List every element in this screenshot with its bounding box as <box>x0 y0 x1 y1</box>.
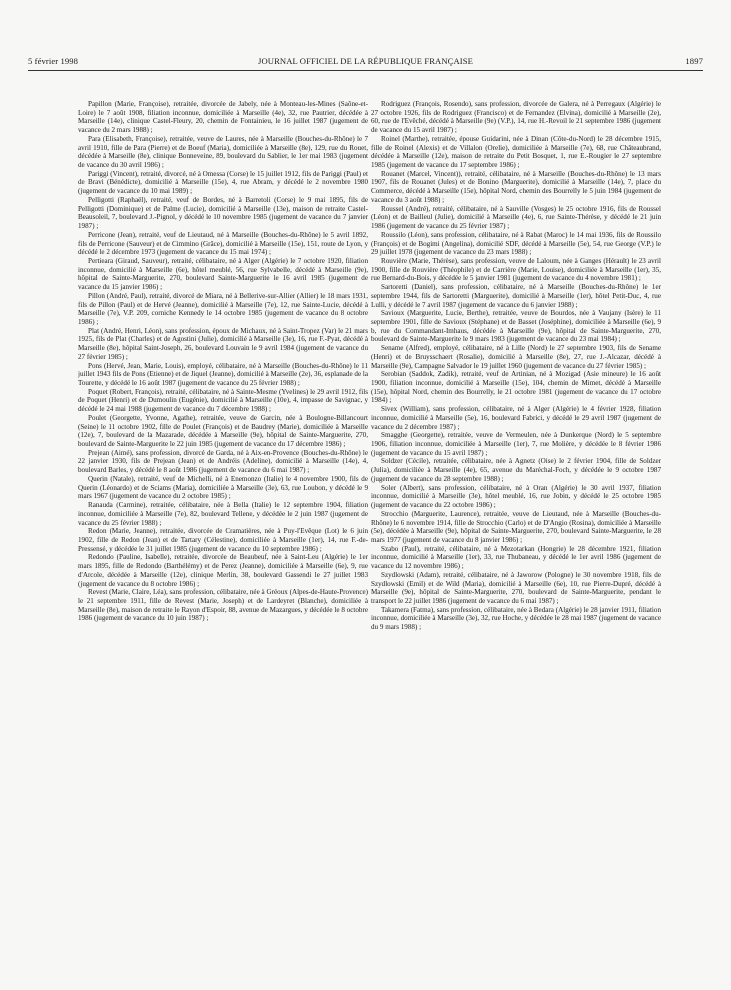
notice-entry: Redon (Marie, Jeanne), retraitée, divorcée de Cramatières, née à Puy-l'Evêque (Lot) le 6 juin 1902, fille de Redon (Jean) et de Tartary (Célestine), domiciliée à Marseille (1er), 14, rue F.-de-Pressensé, y décédée le 31 juillet 1985 (jugement de vacance du 10 septembre 1986) ; <box>78 527 368 553</box>
notice-entry: Revest (Marie, Claire, Léa), sans profession, célibataire, née à Gréoux (Alpes-de-Haute-Provence) le 21 septembre 1911, fille de Revest (Marie, Joseph) et de Lardeyret (Blanche), domiciliée à Marseille (8e), maison de retraite le Rayon d'Espoir, 88, avenue de Mazargues, y décédée le 8 octobre 1986 (jugement de vacance du 10 juin 1987) ; <box>78 588 368 623</box>
left-column <box>78 100 368 985</box>
header-rule <box>28 70 703 71</box>
notice-entry: Soler (Albert), sans profession, célibataire, né à Oran (Algérie) le 30 avril 1937, filiation inconnue, domicilié à Marseille (3e), hôtel meublé, 16, rue Jobin, y décédé le 25 octobre 1985 (jugement de vacance du 22 octobre 1986) ; <box>371 483 661 510</box>
notice-entry: Pons (Hervé, Jean, Marie, Louis), employé, célibataire, né à Marseille (Bouches-du-Rhône) le 11 juillet 1943 fils de Pons (Etienne) et de Jiquel (Jeanne), domicilié à Marseille (2e), 36, esplanade de la Tourette, y décédé le 16 août 1987 (jugement de vacance du 25 février 1988) ; <box>78 361 368 387</box>
notice-entry: Rodriguez (François, Rosendo), sans profession, divorcée de Galera, né à Perregaux (Algérie) le 27 octobre 1926, fils de Rodriguez (Francisco) et de Fernandez (Elvina), domicilié à Marseille (2e), 60, rue de l'Evêché, décédé à Marseille (9e) (V.P.), 14, rue H.-Revoil le 21 septembre 1986 (jugement de vacance du 15 avril 1987) ; <box>371 100 661 135</box>
notice-entry: Querin (Natale), retraité, veuf de Michelli, né à Enemonzo (Italie) le 4 novembre 1900, fils de Querin (Léonardo) et de Sciams (Maria), domiciliée à Marseille (3e), 63, rue Loubon, y décédé le 9 mars 1967 (jugement de vacance du 2 octobre 1985) ; <box>78 474 368 501</box>
notice-entry: Poulet (Georgette, Yvonne, Agathe), retraitée, veuve de Garcin, née à Boulogne-Billancourt (Seine) le 11 octobre 1902, fille de Poulet (François) et de Baudrey (Marie), domiciliée à Marseille (12e), 7, boulevard de la Mazarade, décédée à Marseille (9e), hôpital de Sainte-Marguerite, 270, boulevard de Sainte-Marguerite le 22 juin 1985 (jugement de vacance du 17 décembre 1986) ; <box>78 413 368 449</box>
notice-entry: Savioux (Marguerite, Lucie, Berthe), retraitée, veuve de Bourdos, née à Vaujany (Isère) le 11 septembre 1901, fille de Savioux (Stéphane) et de Basset (Joséphine), domiciliée à Marseille (6e), 9 b, rue du Commandant-Imhaus, décédée à Marseille (9e), hôpital de Sainte-Marguerite, 270, boulevard de Sainte-Marguerite le 9 mars 1983 (jugement de vacance du 23 mai 1984) ; <box>371 309 661 344</box>
notice-entry: Smagghe (Georgette), retraitée, veuve de Vermeulen, née à Dunkerque (Nord) le 5 septembre 1906, filiation inconnue, domiciliée à Marseille (1er), 7, rue Molière, y décédée le 8 février 1986 (jugement de vacance du 15 avril 1987) ; <box>371 431 661 457</box>
notice-entry: Roussel (André), retraité, célibataire, né à Sauville (Vosges) le 25 octobre 1916, fils de Roussel (Léon) et de Bailleul (Julie), domicilié à Marseille (4e), 6, rue Sainte-Thérèse, y décédé le 21 juin 1986 (jugement de vacance du 25 février 1987) ; <box>371 204 661 231</box>
notice-entry: Pertieara (Giraud, Sauveur), retraité, célibataire, né à Alger (Algérie) le 7 octobre 1920, filiation inconnue, domicilié à Marseille (6e), hôtel meublé, 56, rue Sylvabelle, décédé à Marseille (9e), hôpital de Sainte-Marguerite, 270, boulevard Sainte-Marguerite le 16 avril 1985 (jugement de vacance du 15 janvier 1986) ; <box>78 256 368 292</box>
notice-entry: Poquet (Robert, François), retraité, célibataire, né à Sainte-Mesme (Yvelines) le 29 avril 1912, fils de Poquet (Henri) et de Dumoulin (Eugénie), domicilié à Marseille (10e), 4, impasse de Savignac, y décédé le 24 mai 1988 (jugement de vacance du 7 décembre 1988) ; <box>78 387 368 414</box>
notice-entry: Rouanet (Marcel, Vincent)), retraité, célibataire, né à Marseille (Bouches-du-Rhône) le 13 mars 1907, fils de Rouanet (Jules) et de Bonino (Marguerite), domicilié à Marseille (14e), 7, place du Commerce, décédé à Marseille (15e), hôpital Nord, chemin des Bourrelly le 5 juin 1984 (jugement de vacance du 3 août 1988) ; <box>371 169 661 204</box>
notice-entry: Takamera (Fatma), sans profession, célibataire, née à Bedara (Algérie) le 28 janvier 1911, filiation inconnue, domiciliée à Marseille (3e), 32, rue Hoche, y décédée le 28 mai 1987 (jugement de vacance du 9 mars 1988) ; <box>371 605 661 632</box>
notice-entry: Prejean (Aimé), sans profession, divorcé de Garda, né à Aix-en-Provence (Bouches-du-Rhône) le 22 janvier 1930, fils de Prejean (Jean) et de Andréis (Adeline), domicilié à Marseille (14e), 4, boulevard Barles, y décédé le 8 août 1986 (jugement de vacance du 6 mai 1987) ; <box>78 448 368 475</box>
notice-entry: Strocchio (Marguerite, Laurence), retraitée, veuve de Lieutaud, née à Marseille (Bouches-du-Rhône) le 6 novembre 1914, fille de Strocchio (Carlo) et de D'Angio (Rosina), domiciliée à Marseille (5e), décédée à Marseille (9e), hôpital de Sainte-Marguerite, 270, boulevard Sainte-Marguerite, le 28 mars 1977 (jugement de vacance du 8 janvier 1986) ; <box>371 509 661 544</box>
right-column <box>371 100 661 985</box>
page-header <box>28 56 703 70</box>
notice-entry: Plat (André, Henri, Léon), sans profession, époux de Michaux, né à Saint-Tropez (Var) le 21 mars 1925, fils de Plat (Charles) et de Agostini (Julie), domicilié à Marseille (3e), 16, rue F.-Pyat, décédé à Marseille (8e), hôpital Saint-Joseph, 26, boulevard Louvain le 9 avril 1984 (jugement de vacance du 27 février 1985) ; <box>78 326 368 361</box>
notice-entry: Sivex (William), sans profession, célibataire, né à Alger (Algérie) le 4 février 1928, filiation inconnue, domicilié à Marseille (5e), 16, boulevard Fabrici, y décédé le 29 avril 1987 (jugement de vacance du 2 décembre 1987) ; <box>371 405 661 431</box>
notice-entry: Sartoretti (Daniel), sans profession, célibataire, né à Marseille (Bouches-du-Rhône) le 1er septembre 1944, fils de Sartoretti (Marguerite), domicilié à Marseille (1er), hôtel Petit-Duc, 4, rue Lulli, y décédé le 7 avril 1987 (jugement de vacance du 6 janvier 1988) ; <box>371 283 661 309</box>
notice-entry: Roussilo (Léon), sans profession, célibataire, né à Rabat (Maroc) le 14 mai 1936, fils de Roussilo (François) et de Bogimi (Angelina), domicilié SDF, décédé à Marseille (5e), 54, rue George (V.P.) le 29 juillet 1978 (jugement de vacance du 23 mars 1988) ; <box>371 230 661 257</box>
notice-entry: Soldzer (Cécile), retraitée, célibataire, née à Agnetz (Oise) le 2 février 1904, fille de Soldzer (Julia), domiciliée à Marseille (4e), 65, avenue du Maréchal-Foch, y décédée le 9 octobre 1987 (jugement de vacance du 28 septembre 1988) ; <box>371 457 661 483</box>
notice-entry: Pelligotti (Raphaël), retraité, veuf de Bordes, né à Barretoli (Corse) le 9 mai 1895, fils de Pelligotti (Dominique) et de Palme (Lucie), domicilié à Marseille (13e), maison de retraite Castel-Beausoleil, 7, boulevard J.-Pignol, y décédé le 10 novembre 1985 (jugement de vacance du 7 janvier 1987) ; <box>78 195 368 231</box>
notice-entry: Roinel (Marthe), retraitée, épouse Guidarini, née à Dinan (Côte-du-Nord) le 28 décembre 1915, fille de Roinel (Alexis) et de Villalon (Orelie), domiciliée à Marseille (7e), 68, rue Châteaubrand, décédée à Marseille (12e), maison de retraite du Petit Bosquet, 1, rue E.-Rougier le 27 septembre 1985 (jugement de vacance du 17 septembre 1986) ; <box>371 134 661 170</box>
notice-entry: Perricone (Jean), retraité, veuf de Lieutaud, né à Marseille (Bouches-du-Rhône) le 5 avril 1892, fils de Perricone (Sauveur) et de Cimmino (Grâce), domicilié à Marseille (15e), 151, route de Lyon, y décédé le 2 décembre 1973 (jugement de vacance du 15 mai 1974) ; <box>78 230 368 257</box>
notice-entry: Serobian (Saddok, Zadik), retraité, veuf de Artinian, né à Mozigad (Asie mineure) le 16 août 1900, filiation inconnue, domicilié à Marseille (15e), 104, chemin de Mimet, décédé à Marseille (15e), hôpital Nord, chemin des Bourrelly, le 21 octobre 1981 (jugement de vacance du 17 octobre 1984) ; <box>371 370 661 405</box>
notice-entry: Para (Elisabeth, Françoise), retraitée, veuve de Laures, née à Marseille (Bouches-du-Rhône) le 7 avril 1910, fille de Para (Pierre) et de Boeuf (Maria), domiciliée à Marseille (8e), 129, rue du Rouet, décédée à Marseille (8e), clinique Bonneveine, 89, boulevard du Sablier, le 1er mai 1983 (jugement de vacance du 30 avril 1986) ; <box>78 134 368 170</box>
notice-entry: Pillon (André, Paul), retraité, divorcé de Miara, né à Bellerive-sur-Allier (Allier) le 18 mars 1931, fils de Pillon (Paul) et de Hervé (Jeanne), domicilié à Marseille (7e), 12, rue Sainte-Lucie, décédé à Marseille (7e), V.P. 209, corniche Kennedy le 14 octobre 1985 (jugement de vacance du 8 octobre 1986) ; <box>78 291 368 326</box>
notice-entry: Redondo (Pauline, Isabelle), retraitée, divorcée de Beaubeuf, née à Saint-Leu (Algérie) le 1er mars 1895, fille de Redondo (Barthélémy) et de Perez (Jeanne), domiciliée à Marseille (6e), 9, rue d'Arcole, décédée à Marseille (12e), clinique Merlin, 38, boulevard Gassendi le 27 juillet 1983 (jugement de vacance du 8 octobre 1986) ; <box>78 553 368 588</box>
notice-entry: Szabo (Paul), retraité, célibataire, né à Mezotarkan (Hongrie) le 28 décembre 1921, filiation inconnue, domicilié à Marseille (1er), 33, rue Thubaneau, y décédé le 1er avril 1986 (jugement de vacance du 12 novembre 1986) ; <box>371 544 661 571</box>
notice-entry: Szydlowski (Adam), retraité, célibataire, né à Jaworow (Pologne) le 30 novembre 1918, fils de Szydlowski (Emil) et de Wild (Maria), domicilié à Marseille (6e), 10, rue Pierre-Dupré, décédé à Marseille (9e), hôpital de Sainte-Marguerite, 270, boulevard de Sainte-Marguerite, pendant le transport le 22 juillet 1986 (jugement de vacance du 6 mai 1987) ; <box>371 570 661 605</box>
journal-title: JOURNAL OFFICIEL DE LA RÉPUBLIQUE FRANÇAISE <box>258 56 473 66</box>
notice-entry: Pariggi (Vincent), retraité, divorcé, né à Omessa (Corse) le 15 juillet 1912, fils de Pariggi (Paul) et de Bravi (Bénédicte), domicilié à Marseille (15e), 4, rue Abram, y décédé le 2 novembre 1980 (jugement de vacance du 10 mai 1989) ; <box>78 169 368 196</box>
notice-entry: Papillon (Marie, Françoise), retraitée, divorcée de Jabely, née à Monteau-les-Mines (Saône-et-Loire) le 7 août 1908, filiation inconnue, domiciliée à Marseille (4e), 32, rue Pautrier, décédée à Marseille (14e), clinique Castel-Fleury, 20, chemin de Fontainieu, le 16 juillet 1987 (jugement de vacance du 2 mars 1988) ; <box>78 100 368 135</box>
notice-entry: Ranauda (Carmine), retraitée, célibataire, née à Bella (Italie) le 12 septembre 1904, filiation inconnue, domiciliée à Marseille (7e), 82, boulevard Tellene, y décédée le 2 juin 1987 (jugement de vacance du 25 février 1988) ; <box>78 501 368 527</box>
page-number: 1897 <box>685 56 703 66</box>
notice-entry: Sename (Alfred), employé, célibataire, né à Lille (Nord) le 27 septembre 1903, fils de Sename (Henri) et de Bruysschaert (Rosalie), domicilié à Marseille (8e), 27, rue J.-Alcazar, décédé à Marseille (9e), Campagne Salvador le 19 juillet 1960 (jugement de vacance du 27 février 1985) ; <box>371 344 661 370</box>
header-date: 5 février 1998 <box>28 56 79 66</box>
notice-entry: Rouvière (Marie, Thérèse), sans profession, veuve de Laloum, née à Ganges (Hérault) le 23 avril 1900, fille de Rouvière (Théophile) et de Carrière (Marie, Louise), domiciliée à Marseille (1er), 35, rue Bernard-du-Bois, y décédée le 5 janvier 1981 (jugement de vacance du 4 novembre 1981) ; <box>371 256 661 283</box>
